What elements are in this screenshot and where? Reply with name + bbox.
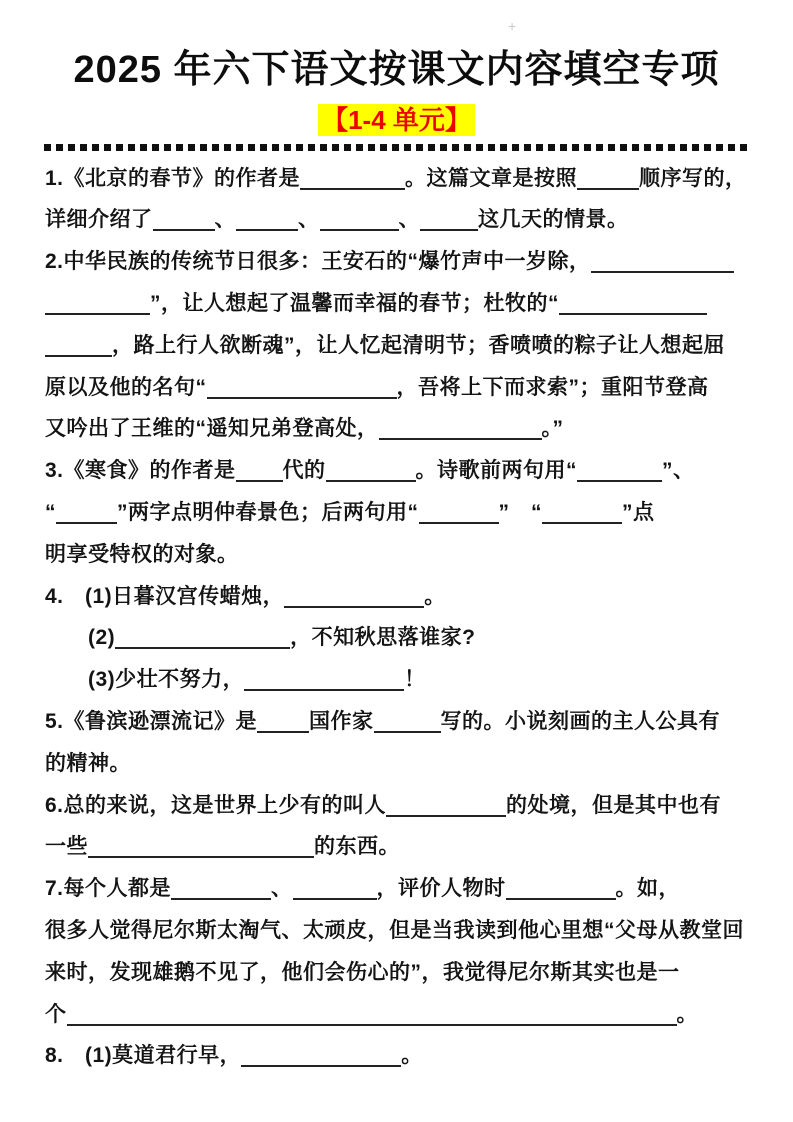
- worksheet-line: [45, 952, 751, 994]
- text-segment: 2.中华民族的传统节日很多：王安石的“爆竹声中一岁除，: [45, 250, 591, 274]
- text-segment: 4. (1)日暮汉宫传蜡烛，: [45, 584, 285, 608]
- worksheet-line: [45, 199, 751, 241]
- worksheet-line: [45, 994, 751, 1036]
- fill-blank[interactable]: [374, 707, 441, 733]
- text-segment: ，路上行人欲断魂”，让人忆起清明节；香喷喷的粽子让人想起屈: [112, 333, 725, 357]
- fill-blank[interactable]: [115, 623, 290, 649]
- unit-badge: 【1-4 单元】: [318, 104, 475, 136]
- text-segment: 8. (1)莫道君行早，: [45, 1044, 242, 1068]
- fill-blank[interactable]: [284, 582, 424, 608]
- fill-blank[interactable]: [326, 456, 416, 482]
- text-segment: (2): [88, 626, 116, 650]
- fill-blank[interactable]: [56, 498, 117, 524]
- fill-blank[interactable]: [577, 164, 639, 190]
- worksheet-line: [45, 408, 751, 450]
- fill-blank[interactable]: [577, 456, 662, 482]
- fill-blank[interactable]: [207, 373, 397, 399]
- worksheet-line: [45, 910, 751, 952]
- worksheet-line: [45, 534, 751, 576]
- text-segment: 。诗歌前两句用“: [415, 459, 578, 483]
- fill-blank[interactable]: [241, 1041, 401, 1067]
- text-segment: 国作家: [309, 710, 374, 734]
- worksheet-line: [45, 325, 751, 367]
- fill-blank[interactable]: [45, 289, 150, 315]
- text-segment: ，评价人物时: [376, 877, 506, 901]
- fill-blank[interactable]: [542, 498, 622, 524]
- text-segment: (3)少壮不努力，: [88, 668, 245, 692]
- fill-blank[interactable]: [236, 205, 298, 231]
- fill-blank[interactable]: [300, 164, 405, 190]
- worksheet-line: [45, 701, 751, 743]
- text-segment: ”两字点明仲春景色；后两句用“: [117, 501, 419, 525]
- text-segment: 。: [424, 584, 446, 608]
- fill-blank[interactable]: [88, 832, 314, 858]
- text-segment: 。如，: [615, 877, 681, 901]
- text-segment: 的处境，但是其中也有: [506, 793, 722, 817]
- fill-blank[interactable]: [320, 205, 399, 231]
- worksheet-line: [45, 617, 751, 659]
- worksheet-line: [45, 743, 751, 785]
- text-segment: 这几天的情景。: [478, 208, 629, 232]
- text-segment: 1.《北京的春节》的作者是: [45, 166, 301, 190]
- worksheet-line: [45, 241, 751, 283]
- fill-blank[interactable]: [236, 456, 283, 482]
- worksheet-body: [45, 158, 751, 1078]
- text-segment: 6.总的来说，这是世界上少有的叫人: [45, 793, 387, 817]
- fill-blank[interactable]: [506, 874, 616, 900]
- worksheet-line: [45, 576, 751, 618]
- text-segment: 的东西。: [314, 835, 400, 859]
- worksheet-line: [45, 1035, 751, 1077]
- text-segment: 详细介绍了: [45, 208, 153, 232]
- fill-blank[interactable]: [67, 1000, 677, 1026]
- fill-blank[interactable]: [591, 247, 734, 273]
- text-segment: ”，让人想起了温馨而幸福的春节；杜牧的“: [150, 292, 559, 316]
- text-segment: 顺序写的，: [639, 166, 747, 190]
- text-segment: ，吾将上下而求索”；重阳节登高: [396, 375, 709, 399]
- text-segment: ！: [404, 668, 426, 692]
- worksheet-line: [45, 158, 751, 200]
- text-segment: ”点: [622, 501, 655, 525]
- fill-blank[interactable]: [379, 414, 542, 440]
- fill-blank[interactable]: [171, 874, 271, 900]
- text-segment: 3.《寒食》的作者是: [45, 459, 236, 483]
- fill-blank[interactable]: [386, 791, 506, 817]
- text-segment: 5.《鲁滨逊漂流记》是: [45, 710, 258, 734]
- text-segment: 原以及他的名句“: [45, 375, 207, 399]
- worksheet-line: [45, 785, 751, 827]
- text-segment: 代的: [282, 459, 326, 483]
- worksheet-line: [45, 492, 751, 534]
- fill-blank[interactable]: [293, 874, 377, 900]
- text-segment: 。这篇文章是按照: [405, 166, 578, 190]
- page-title: 2025 年六下语文按课文内容填空专项: [73, 49, 720, 91]
- worksheet-line: [45, 868, 751, 910]
- text-segment: 明享受特权的对象。: [45, 542, 239, 566]
- fill-blank[interactable]: [257, 707, 309, 733]
- worksheet-line: [45, 826, 751, 868]
- text-segment: 、: [271, 877, 293, 901]
- dotted-divider: [44, 144, 750, 151]
- text-segment: 。: [401, 1044, 423, 1068]
- text-segment: 的精神。: [45, 751, 131, 775]
- fill-blank[interactable]: [559, 289, 707, 315]
- text-segment: 、: [298, 208, 320, 232]
- worksheet-line: [45, 283, 751, 325]
- text-segment: 来时，发现雄鹅不见了，他们会伤心的”，我觉得尼尔斯其实也是一: [45, 960, 680, 984]
- text-segment: 个: [45, 1002, 67, 1026]
- text-segment: 。”: [541, 417, 564, 441]
- text-segment: ”、: [662, 459, 695, 483]
- worksheet-line: [45, 659, 751, 701]
- fill-blank[interactable]: [420, 205, 478, 231]
- fill-blank[interactable]: [153, 205, 215, 231]
- text-segment: “: [45, 501, 56, 525]
- text-segment: 又吟出了王维的“遥知兄弟登高处，: [45, 417, 379, 441]
- text-segment: 、: [398, 208, 420, 232]
- text-segment: ，不知秋思落谁家?: [290, 626, 476, 650]
- fill-blank[interactable]: [45, 331, 112, 357]
- text-segment: ” “: [498, 501, 542, 525]
- fill-blank[interactable]: [244, 665, 404, 691]
- text-segment: 。: [676, 1002, 698, 1026]
- text-segment: 一些: [45, 835, 88, 859]
- fill-blank[interactable]: [419, 498, 499, 524]
- text-segment: 很多人觉得尼尔斯太淘气、太顽皮，但是当我读到他心里想“父母从教堂回: [45, 919, 744, 943]
- text-segment: 写的。小说刻画的主人公具有: [440, 710, 721, 734]
- worksheet-line: [45, 367, 751, 409]
- unit-badge-row: [0, 104, 793, 138]
- text-segment: 、: [214, 208, 236, 232]
- registration-mark: +: [508, 18, 517, 34]
- text-segment: 7.每个人都是: [45, 877, 172, 901]
- worksheet-line: [45, 450, 751, 492]
